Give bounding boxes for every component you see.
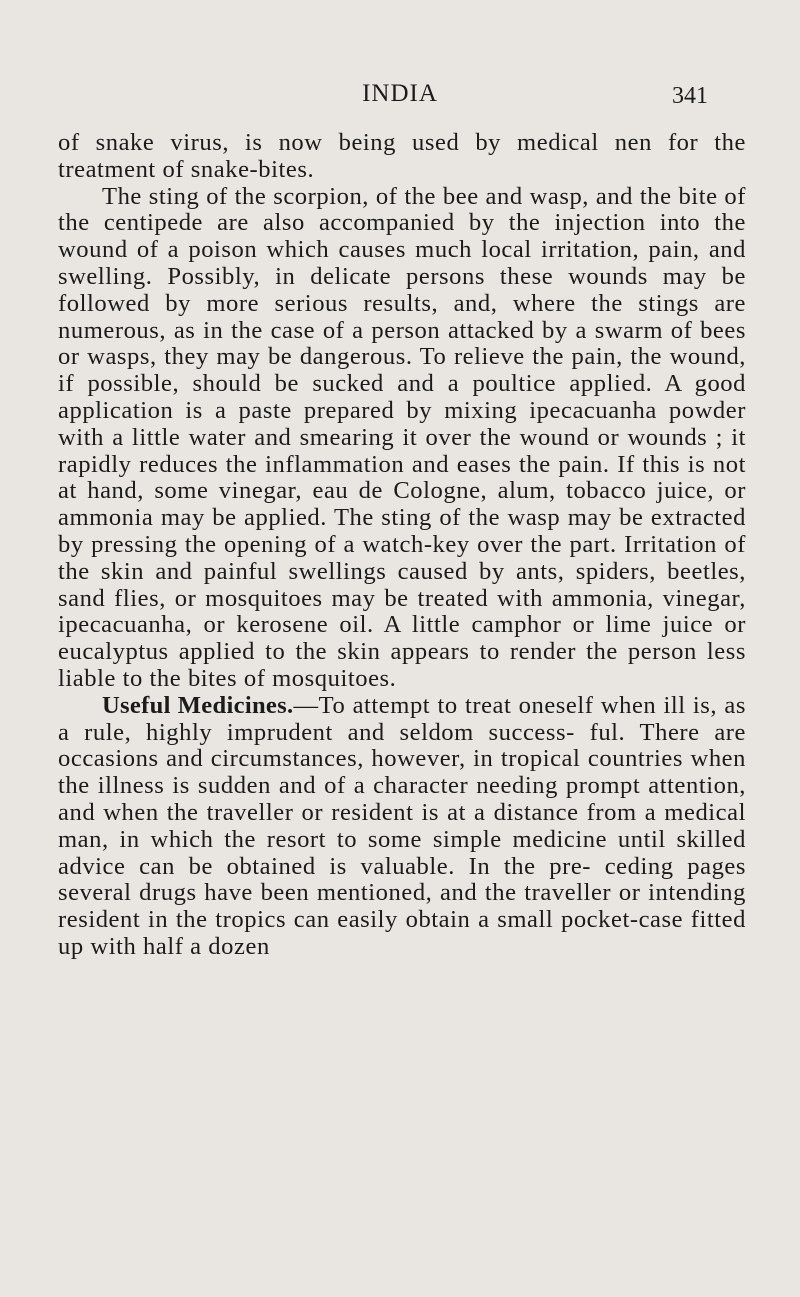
- page-number: 341: [672, 83, 708, 109]
- section-runin-heading: Useful Medicines.: [102, 691, 294, 719]
- paragraph-continuation: [58, 130, 746, 184]
- paragraph-stings: [58, 184, 746, 693]
- paragraph-text: —To attempt to treat oneself when ill is, as a rule, highly imprudent and seldom success- ful. There are occasions and circumstances, however, in tropical countries when the illness is sudden and of a character needing prompt attention, and when the traveller or resident is at a distance from a medical man, in which the resort to some simple medicine until skilled advice can be obtained is valuable. In the pre- ceding pages several drugs have been mentioned, and the traveller or intending resident in the tropics can easily obtain a small pocket-case fitted up with half a dozen: [58, 691, 746, 960]
- paragraph-useful-medicines: [58, 693, 746, 961]
- paragraph-text: The sting of the scorpion, of the bee and wasp, and the bite of the centipede are also accompanied by the injection into the wound of a poison which causes much local irritation, pain, and swelling. Possibly, in delicate persons these wounds may be followed by more serious results, and, where the stings are numerous, as in the case of a person attacked by a swarm of bees or wasps, they may be dangerous. To relieve the pain, the wound, if possible, should be sucked and a poultice applied. A good application is a paste prepared by mixing ipecacuanha powder with a little water and smearing it over the wound or wounds ; it rapidly reduces the inflammation and eases the pain. If this is not at hand, some vinegar, eau de Cologne, alum, tobacco juice, or ammonia may be applied. The sting of the wasp may be extracted by pressing the opening of a watch-key over the part. Irritation of the skin and painful swellings caused by ants, spiders, beetles, sand flies, or mosquitoes may be treated with ammonia, vinegar, ipecacuanha, or kerosene oil. A little camphor or lime juice or eucalyptus applied to the skin appears to render the person less liable to the bites of mosquitoes.: [58, 182, 746, 692]
- running-head: INDIA: [362, 80, 438, 107]
- body-text: [58, 130, 746, 961]
- paragraph-text: of snake virus, is now being used by medical nen for the treatment of snake-bites.: [58, 129, 746, 183]
